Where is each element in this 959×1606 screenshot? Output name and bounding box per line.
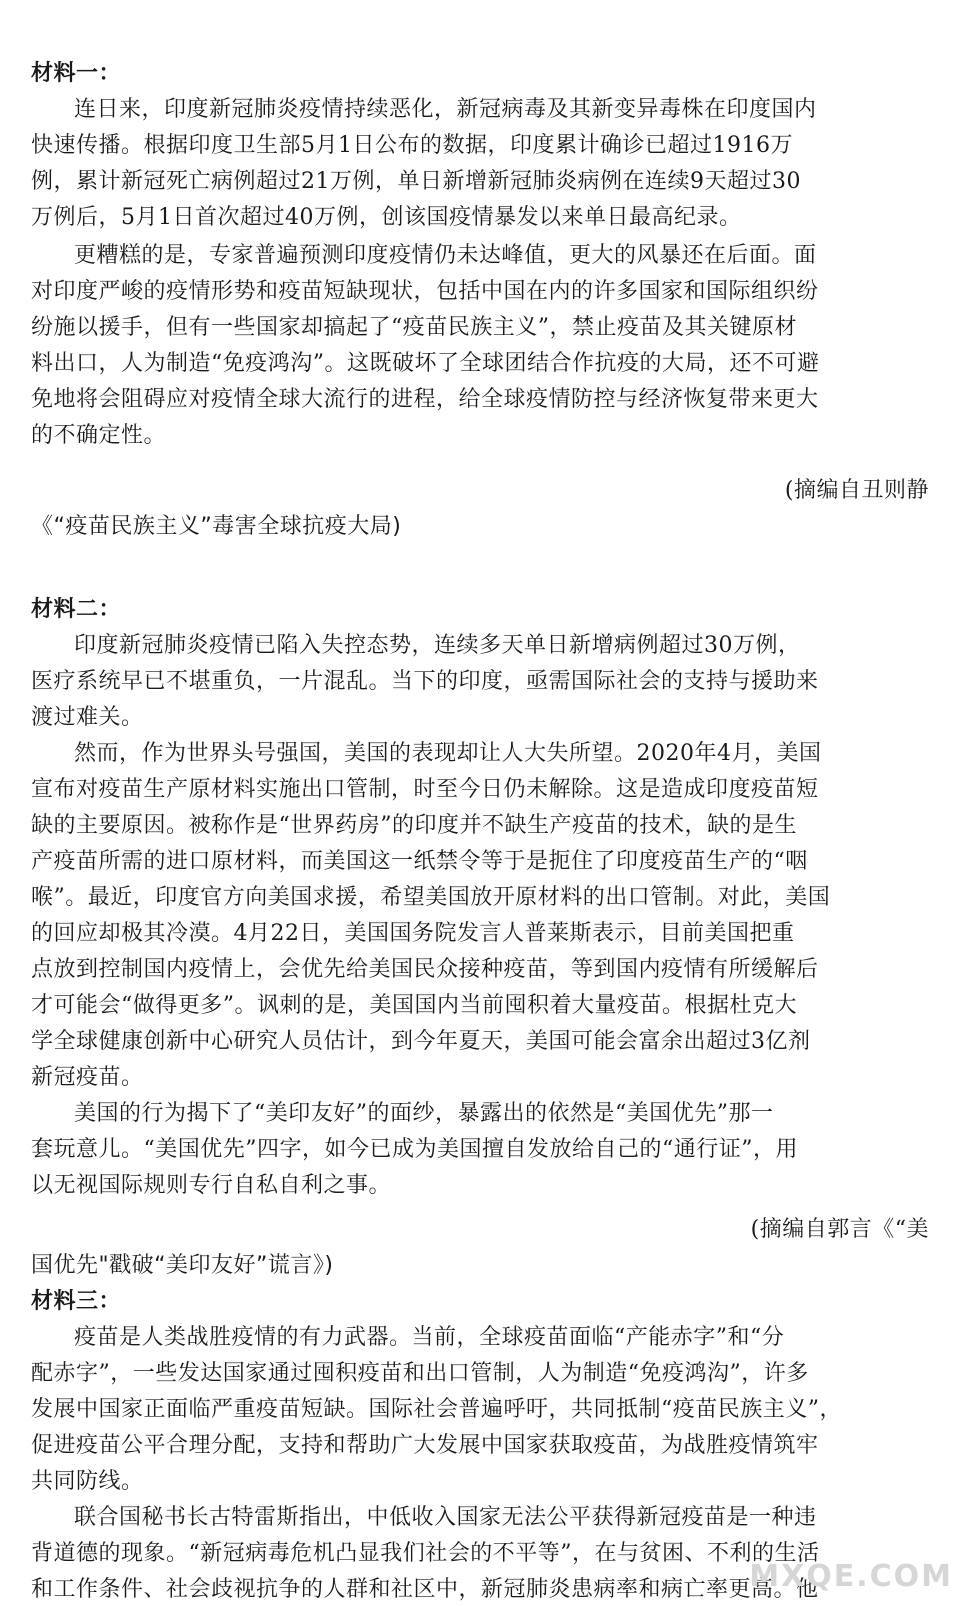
material1-line: 万例后，5月1日首次超过40万例，创该国疫情暴发以来单日最高纪录。: [31, 205, 742, 230]
material2-line: 喉”。最近，印度官方向美国求援，希望美国放开原材料的出口管制。对此，美国: [31, 885, 831, 910]
material3-line: 联合国秘书长古特雷斯指出，中低收入国家无法公平获得新冠疫苗是一种违: [74, 1505, 817, 1530]
material2-line: 然而，作为世界头号强国，美国的表现却让人大失所望。2020年4月，美国: [74, 741, 822, 766]
material2-source-cont: 国优先"戳破“美印友好”谎言》): [31, 1253, 334, 1278]
material1-line: 例，累计新冠死亡病例超过21万例，单日新增新冠肺炎病例在连续9天超过30: [31, 169, 801, 194]
material2-line: 宣布对疫苗生产原材料实施出口管制，时至今日仍未解除。这是造成印度疫苗短: [31, 777, 819, 802]
material1-source: (摘编自丑则静: [784, 478, 929, 503]
material2-line: 以无视国际规则专行自私自利之事。: [31, 1173, 392, 1198]
material2-source: (摘编自郭言《“美: [750, 1217, 929, 1242]
material1-line: 连日来，印度新冠肺炎疫情持续恶化，新冠病毒及其新变异毒株在印度国内: [74, 97, 817, 122]
material2-line: 产疫苗所需的进口原材料，而美国这一纸禁令等于是扼住了印度疫苗生产的“咽: [31, 849, 808, 874]
material2-line: 才可能会“做得更多”。讽刺的是，美国国内当前囤积着大量疫苗。根据杜克大: [31, 993, 797, 1018]
material3-line: 发展中国家正面临严重疫苗短缺。国际社会普遍呼吁，共同抵制“疫苗民族主义”，: [31, 1397, 842, 1422]
material1-line: 的不确定性。: [31, 423, 167, 448]
material3-line: 配赤字”，一些发达国家通过囤积疫苗和出口管制，人为制造“免疫鸿沟”，许多: [31, 1361, 809, 1386]
material2-heading: 材料二：: [31, 597, 122, 622]
material2-line: 印度新冠肺炎疫情已陷入失控态势，连续多天单日新增病例超过30万例，: [74, 633, 801, 658]
material1-line: 纷施以援手，但有一些国家却搞起了“疫苗民族主义”，禁止疫苗及其关键原材: [31, 315, 797, 340]
material2-line: 美国的行为揭下了“美印友好”的面纱，暴露出的依然是“美国优先”那一: [74, 1101, 774, 1126]
material3-line: 促进疫苗公平合理分配，支持和帮助广大发展中国家获取疫苗，为战胜疫情筑牢: [31, 1433, 819, 1458]
material2-line: 医疗系统早已不堪重负，一片混乱。当下的印度，亟需国际社会的支持与援助来: [31, 669, 819, 694]
material2-line: 的回应却极其冷漠。4月22日，美国国务院发言人普莱斯表示，目前美国把重: [31, 921, 795, 946]
material2-line: 新冠疫苗。: [31, 1065, 144, 1090]
material1-heading: 材料一：: [31, 61, 122, 86]
material3-line: 疫苗是人类战胜疫情的有力武器。当前，全球疫苗面临“产能赤字”和“分: [74, 1325, 785, 1350]
material3-line: 和工作条件、社会歧视抗争的人群和社区中，新冠肺炎患病率和病亡率更高。他: [31, 1577, 819, 1602]
material1-source-cont: 《“疫苗民族主义”毒害全球抗疫大局): [31, 514, 402, 539]
material1-line: 免地将会阻碍应对疫情全球大流行的进程，给全球疫情防控与经济恢复带来更大: [31, 387, 819, 412]
material1-line: 快速传播。根据印度卫生部5月1日公布的数据，印度累计确诊已超过1916万: [31, 133, 793, 158]
material2-line: 缺的主要原因。被称作是“世界药房”的印度并不缺生产疫苗的技术，缺的是生: [31, 813, 797, 838]
material3-line: 共同防线。: [31, 1469, 144, 1494]
material2-line: 点放到控制国内疫情上，会优先给美国民众接种疫苗，等到国内疫情有所缓解后: [31, 957, 819, 982]
material3-heading: 材料三：: [31, 1289, 122, 1314]
material3-line: 背道德的现象。“新冠病毒危机凸显我们社会的不平等”，在与贫困、不利的生活: [31, 1541, 820, 1566]
material1-line: 更糟糕的是，专家普遍预测印度疫情仍未达峰值，更大的风暴还在后面。面: [74, 243, 817, 268]
material2-line: 渡过难关。: [31, 705, 144, 730]
material2-line: 套玩意儿。“美国优先”四字，如今已成为美国擅自发放给自己的“通行证”，用: [31, 1137, 798, 1162]
material1-line: 料出口，人为制造“免疫鸿沟”。这既破坏了全球团结合作抗疫的大局，还不可避: [31, 351, 820, 376]
material1-line: 对印度严峻的疫情形势和疫苗短缺现状，包括中国在内的许多国家和国际组织纷: [31, 279, 819, 304]
site-watermark: MXQE.COM: [749, 1559, 953, 1594]
material2-line: 学全球健康创新中心研究人员估计，到今年夏天，美国可能会富余出超过3亿剂: [31, 1029, 811, 1054]
